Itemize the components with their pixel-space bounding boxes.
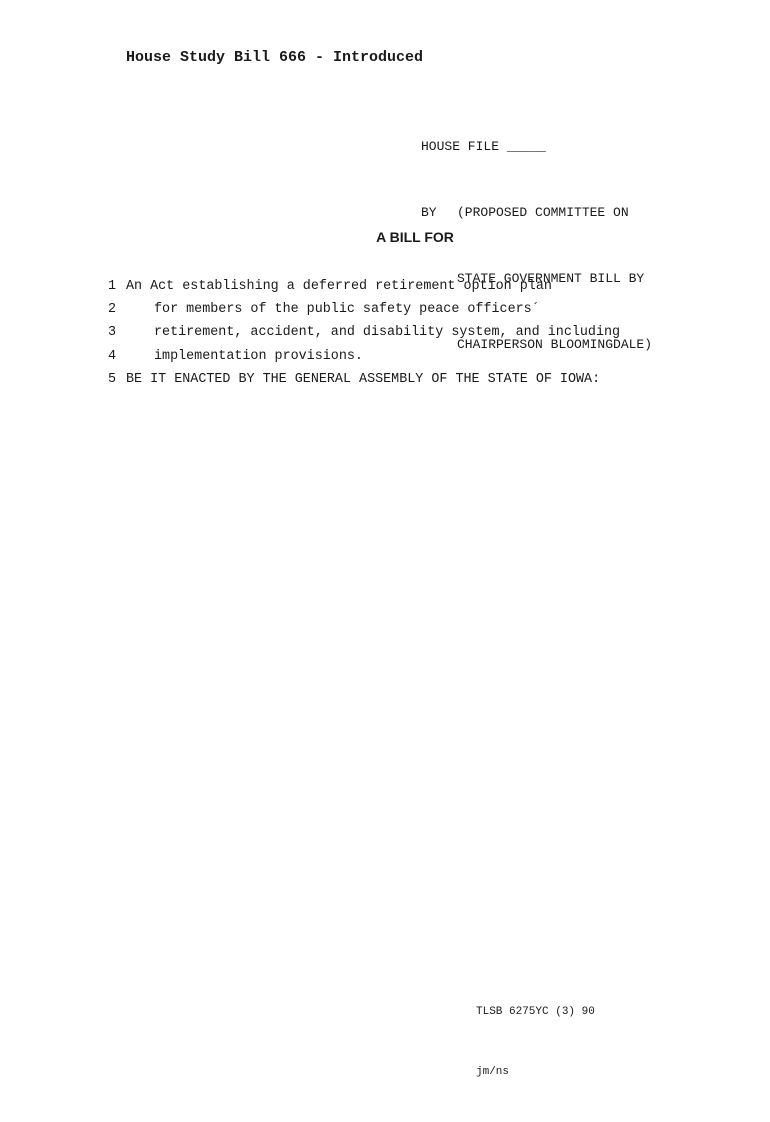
bill-title: House Study Bill 666 - Introduced	[126, 49, 424, 66]
footer-initials: jm/ns	[476, 1066, 510, 1078]
footer	[476, 962, 595, 1122]
sponsor-text-3: CHAIRPERSON BLOOMINGDALE)	[457, 337, 653, 352]
sponsor-text-2: STATE GOVERNMENT BILL BY	[457, 271, 645, 286]
line-text: BE IT ENACTED BY THE GENERAL ASSEMBLY OF THE STATE OF IOWA:	[126, 371, 601, 387]
bill-line	[108, 275, 620, 298]
bill-line	[108, 321, 620, 344]
bill-line	[108, 298, 620, 321]
house-file-label: HOUSE FILE _____	[421, 139, 546, 154]
line-text: retirement, accident, and disability system, and including	[154, 325, 621, 341]
line-text: for members of the public safety peace officers´	[154, 302, 540, 318]
bill-line	[108, 345, 620, 368]
line-number: 2	[108, 302, 117, 318]
by-label: BY	[421, 205, 437, 220]
line-number: 1	[108, 279, 117, 294]
line-number: 5	[108, 371, 117, 387]
sponsor-line	[421, 202, 652, 224]
footer-code: TLSB 6275YC (3) 90	[476, 1006, 595, 1018]
line-number: 4	[108, 348, 117, 364]
line-text: An Act establishing a deferred retirement option plan	[126, 279, 552, 294]
line-text: implementation provisions.	[154, 348, 363, 364]
bill-for-heading: A BILL FOR	[376, 229, 454, 245]
sponsor-text-1: (PROPOSED COMMITTEE ON	[457, 205, 629, 220]
bill-line	[108, 368, 620, 391]
house-file-line	[421, 136, 652, 158]
line-number: 3	[108, 325, 117, 341]
bill-text	[108, 275, 620, 391]
